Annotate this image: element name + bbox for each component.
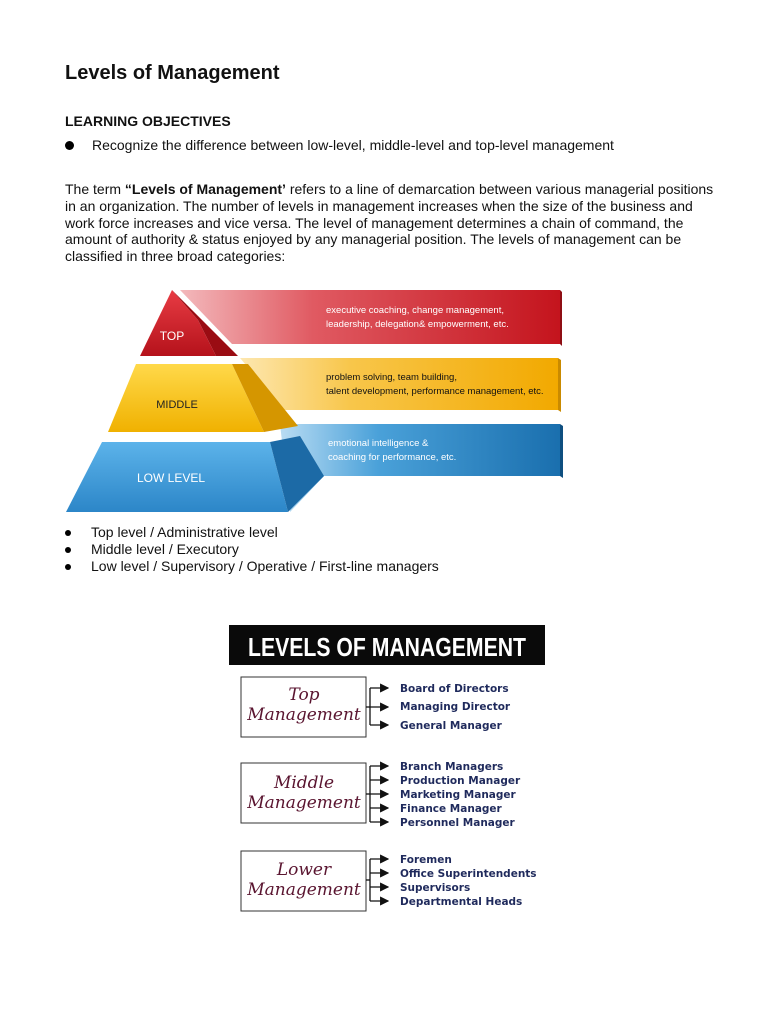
middle-item: Finance Manager [400, 803, 502, 815]
top-bar-line2: leadership, delegation& empowerment, etc. [326, 319, 509, 330]
middle-bar-line2: talent development, performance management, etc. [326, 386, 544, 397]
objective-text: Recognize the difference between low-level, middle-level and top-level management [92, 137, 614, 153]
low-tier-label: LOW LEVEL [136, 471, 206, 485]
lower-management-label-line2: Management [247, 880, 361, 900]
bullet-icon [65, 530, 71, 536]
list-item-text: Top level / Administrative level [91, 524, 278, 540]
top-management-label-line2: Management [247, 705, 361, 725]
middle-item: Marketing Manager [400, 789, 516, 801]
levels-of-management-diagram [228, 624, 548, 916]
paragraph-term: “Levels of Management’ [124, 181, 286, 197]
middle-bar-line1: problem solving, team building, [326, 372, 457, 383]
middle-item: Production Manager [400, 775, 521, 787]
list-item [65, 541, 439, 558]
top-item: General Manager [400, 720, 502, 732]
top-tier-label: TOP [159, 329, 185, 343]
middle-management-label-line1: Middle [273, 773, 335, 793]
list-item [65, 524, 439, 541]
bullet-icon [65, 141, 74, 150]
paragraph-body: refers to a line of demarcation between various managerial positions in an organization. The number of levels in management increases when the size of the business and work force increases and vice versa. The level of management determines a chain of command, the amount of authority & status enjoyed by any managerial position. The levels of management can be classified in three broad categories: [65, 181, 714, 265]
levels-list [65, 524, 439, 575]
lower-item: Foremen [400, 854, 452, 866]
objective-item [65, 137, 614, 153]
diagram-banner-title: LEVELS OF MANAGEMENT [248, 632, 527, 662]
learning-objectives-heading: LEARNING OBJECTIVES [65, 113, 231, 129]
middle-item: Personnel Manager [400, 817, 515, 829]
management-pyramid [62, 286, 564, 516]
page-title: Levels of Management [65, 62, 280, 84]
lower-management-label-line1: Lower [276, 860, 332, 880]
middle-tier-label: MIDDLE [156, 399, 198, 411]
middle-item: Branch Managers [400, 761, 504, 773]
lower-item: Departmental Heads [400, 896, 523, 908]
low-bar-line2: coaching for performance, etc. [328, 452, 457, 463]
low-bar-line1: emotional intelligence & [328, 438, 429, 449]
top-bar [180, 290, 560, 344]
bullet-icon [65, 564, 71, 570]
intro-paragraph [65, 181, 715, 265]
lower-item: Office Superintendents [400, 868, 537, 880]
bullet-icon [65, 547, 71, 553]
top-item: Managing Director [400, 701, 511, 713]
lower-item: Supervisors [400, 882, 471, 894]
top-bar-line1: executive coaching, change management, [326, 305, 504, 316]
middle-management-label-line2: Management [247, 793, 361, 813]
top-item: Board of Directors [400, 683, 509, 695]
list-item [65, 558, 439, 575]
paragraph-lead: The term [65, 181, 125, 197]
list-item-text: Middle level / Executory [91, 541, 239, 557]
top-management-label-line1: Top [288, 685, 320, 705]
middle-bar [240, 358, 558, 410]
list-item-text: Low level / Supervisory / Operative / First-line managers [91, 558, 439, 574]
